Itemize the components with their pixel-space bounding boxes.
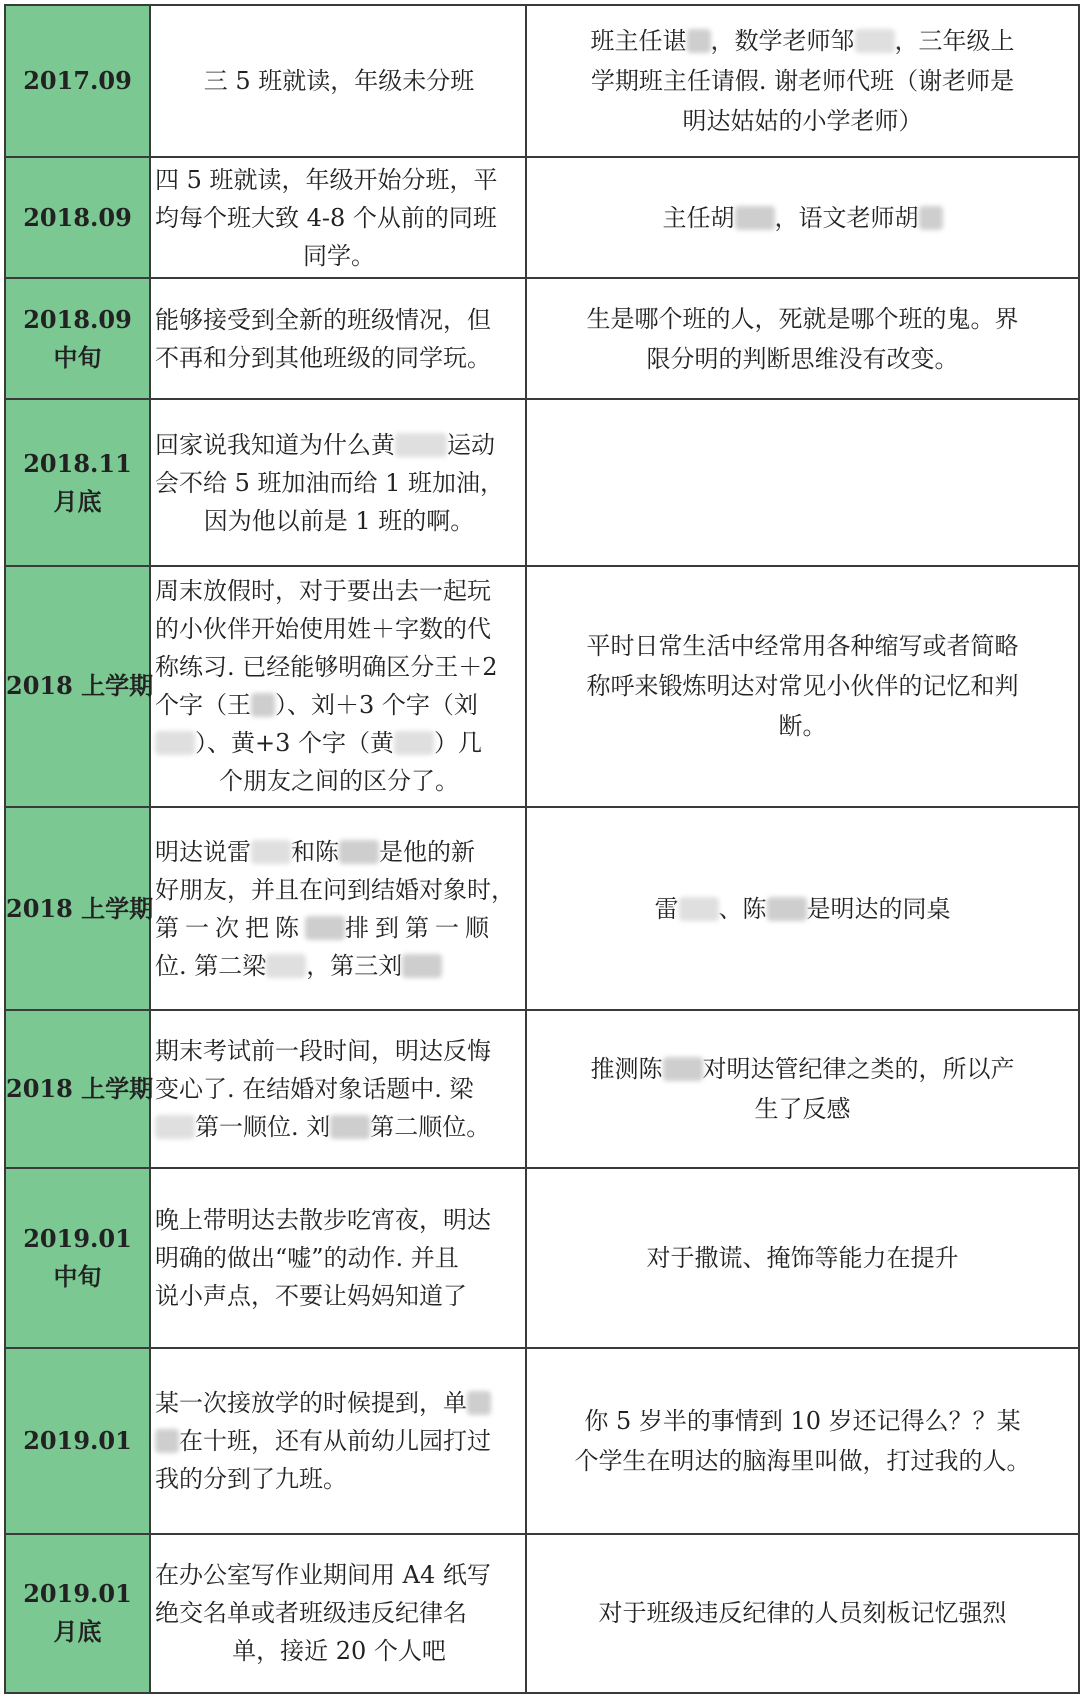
blurred-name-icon (305, 916, 345, 940)
note-cell: 主任胡 ，语文老师胡 (526, 157, 1079, 278)
event-cell: 四 5 班就读，年级开始分班，平 均每个班大致 4-8 个从前的同班 同学。 (150, 157, 526, 278)
date-cell: 2019.01 月底 (5, 1534, 150, 1693)
table-row (5, 1010, 1079, 1168)
date-cell: 2019.01 中旬 (5, 1168, 150, 1347)
date-cell: 2018.09 中旬 (5, 278, 150, 399)
event-cell: 三 5 班就读，年级未分班 (150, 5, 526, 157)
blurred-name-icon (855, 29, 895, 53)
blurred-name-icon (767, 897, 807, 921)
event-cell: 能够接受到全新的班级情况，但 不再和分到其他班级的同学玩。 (150, 278, 526, 399)
date-cell: 2018 上学期 (5, 566, 150, 807)
date-cell: 2018 上学期 (5, 807, 150, 1010)
note-cell: 班主任谌 ，数学老师邹 ，三年级上 学期班主任请假. 谢老师代班（谢老师是 明达姑姑的小学老师） (526, 5, 1079, 157)
event-cell: 回家说我知道为什么黄 运动 会不给 5 班加油而给 1 班加油， 因为他以前是 1 班的啊。 (150, 399, 526, 565)
table-row (5, 5, 1079, 157)
blurred-name-icon (155, 1115, 195, 1139)
blurred-name-icon (919, 206, 943, 230)
table-row (5, 1534, 1079, 1693)
event-cell: 明达说雷 和陈 是他的新 好朋友，并且在问到结婚对象时， 第一次把陈 排到第一顺 位. 第二梁 ，第三刘 (150, 807, 526, 1010)
note-cell: 雷 、陈 是明达的同桌 (526, 807, 1079, 1010)
table-row (5, 1168, 1079, 1347)
table-row (5, 1348, 1079, 1534)
blurred-name-icon (679, 897, 719, 921)
event-cell: 晚上带明达去散步吃宵夜，明达 明确的做出“嘘”的动作. 并且 说小声点，不要让妈妈知道了 (150, 1168, 526, 1347)
blurred-name-icon (395, 433, 447, 457)
blurred-name-icon (330, 1115, 370, 1139)
note-cell: 对于班级违反纪律的人员刻板记忆强烈 (526, 1534, 1079, 1693)
blurred-name-icon (251, 840, 291, 864)
blurred-name-icon (735, 206, 775, 230)
event-cell: 期末考试前一段时间，明达反悔 变心了. 在结婚对象话题中. 梁 第一顺位. 刘 第二顺位。 (150, 1010, 526, 1168)
blurred-name-icon (155, 1429, 179, 1453)
blurred-name-icon (251, 693, 275, 717)
event-cell: 某一次接放学的时候提到，单 在十班，还有从前幼儿园打过 我的分到了九班。 (150, 1348, 526, 1534)
date-cell: 2019.01 (5, 1348, 150, 1534)
note-cell (526, 399, 1079, 565)
date-cell: 2018.09 (5, 157, 150, 278)
table-row (5, 566, 1079, 807)
event-cell: 在办公室写作业期间用 A4 纸写 绝交名单或者班级违反纪律名 单，接近 20 个人吧 (150, 1534, 526, 1693)
blurred-name-icon (394, 731, 434, 755)
date-cell: 2017.09 (5, 5, 150, 157)
note-cell: 对于撒谎、掩饰等能力在提升 (526, 1168, 1079, 1347)
table-row (5, 399, 1079, 565)
note-cell: 你 5 岁半的事情到 10 岁还记得么？？某 个学生在明达的脑海里叫做，打过我的人。 (526, 1348, 1079, 1534)
note-cell: 推测陈 对明达管纪律之类的，所以产 生了反感 (526, 1010, 1079, 1168)
blurred-name-icon (663, 1057, 703, 1081)
blurred-name-icon (687, 29, 711, 53)
note-cell: 生是哪个班的人，死就是哪个班的鬼。界 限分明的判断思维没有改变。 (526, 278, 1079, 399)
date-cell: 2018 上学期 (5, 1010, 150, 1168)
blurred-name-icon (467, 1391, 491, 1415)
table-row (5, 157, 1079, 278)
timeline-table (4, 4, 1080, 1694)
blurred-name-icon (266, 954, 306, 978)
note-cell: 平时日常生活中经常用各种缩写或者简略 称呼来锻炼明达对常见小伙伴的记忆和判 断。 (526, 566, 1079, 807)
blurred-name-icon (339, 840, 379, 864)
table-row (5, 807, 1079, 1010)
blurred-name-icon (155, 731, 195, 755)
date-cell: 2018.11 月底 (5, 399, 150, 565)
blurred-name-icon (402, 954, 442, 978)
table-row (5, 278, 1079, 399)
event-cell: 周末放假时，对于要出去一起玩 的小伙伴开始使用姓＋字数的代 称练习. 已经能够明确区分王＋2 个字（王 ）、刘＋3 个字（刘 ）、黄+3 个字（黄 ）几 个朋友之间的区分了。 (150, 566, 526, 807)
